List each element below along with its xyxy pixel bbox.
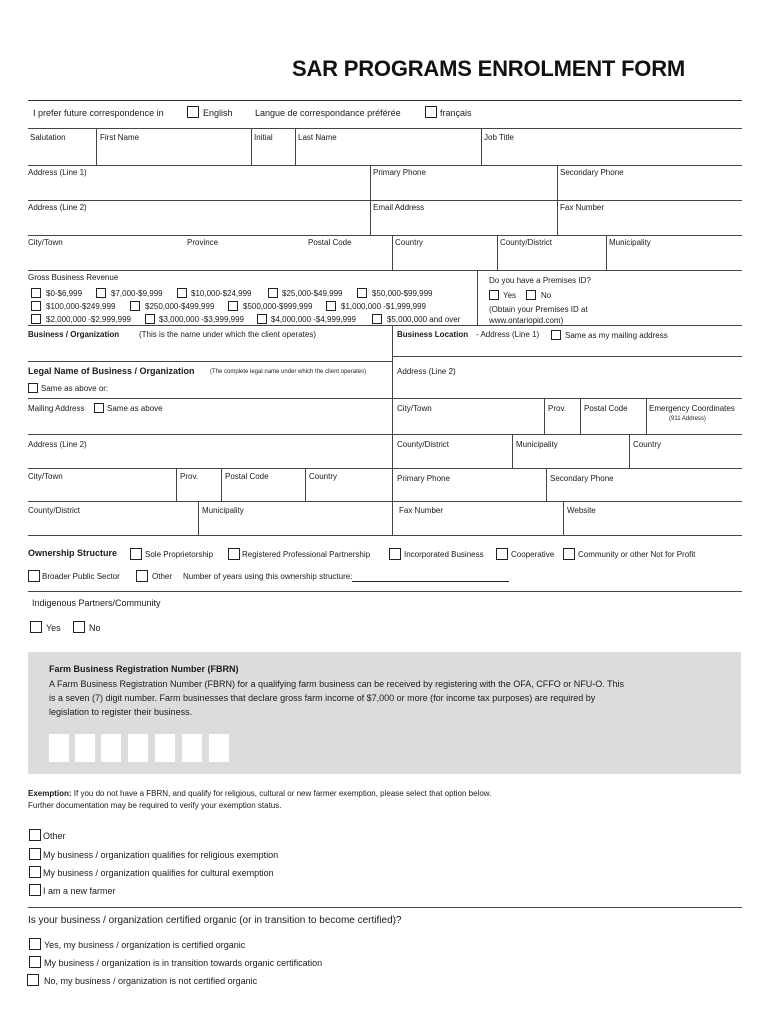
revenue-checkbox[interactable] — [268, 288, 278, 298]
premises-no-label: No — [541, 291, 552, 300]
revenue-option: $25,000-$49,999 — [282, 289, 343, 298]
revenue-checkbox[interactable] — [326, 301, 336, 311]
location-city-label: City/Town — [397, 404, 432, 413]
business-location-label: Business Location — [397, 330, 469, 339]
mailing-postal-label: Postal Code — [225, 472, 269, 481]
exemption-checkbox[interactable] — [29, 866, 41, 878]
organic-checkbox[interactable] — [29, 956, 41, 968]
premises-link[interactable]: www.ontariopid.com) — [489, 316, 564, 325]
business-location-note: - Address (Line 1) — [476, 330, 540, 339]
grid-divider — [392, 235, 393, 270]
organic-checkbox[interactable] — [27, 974, 39, 986]
english-checkbox[interactable] — [187, 106, 199, 118]
grid-line — [28, 361, 393, 362]
indigenous-label: Indigenous Partners/Community — [32, 598, 161, 608]
indigenous-no-checkbox[interactable] — [73, 621, 85, 633]
emergency-label: Emergency Coordinates — [649, 404, 735, 413]
ownership-option: Registered Professional Partnership — [242, 550, 371, 559]
legal-name-label: Legal Name of Business / Organization — [28, 366, 195, 376]
grid-line — [28, 535, 742, 536]
postal-label: Postal Code — [308, 238, 352, 247]
langue-label: Langue de correspondance préférée — [255, 108, 401, 118]
broader-public-checkbox[interactable] — [28, 570, 40, 582]
business-org-note: (This is the name under which the client operates) — [139, 330, 316, 339]
exemption-checkbox[interactable] — [29, 848, 41, 860]
grid-divider — [305, 468, 306, 501]
legal-name-note: (The complete legal name under which the client operates) — [210, 369, 367, 375]
revenue-checkbox[interactable] — [357, 288, 367, 298]
exemption-label: Exemption: — [28, 789, 72, 798]
location-fax-label: Fax Number — [399, 506, 444, 515]
mailing-same-checkbox[interactable] — [94, 403, 104, 413]
grid-divider — [646, 398, 647, 434]
fbrn-text: A Farm Business Registration Number (FBRN) for a qualifying farm business can be received by registering with the OFA, CFFO or NFU-O. This — [49, 679, 625, 689]
last-name-label: Last Name — [298, 133, 337, 142]
premises-question: Do you have a Premises ID? — [489, 276, 591, 285]
revenue-option: $0-$6,999 — [46, 289, 83, 298]
exemption-option: My business / organization qualifies for religious exemption — [43, 850, 279, 860]
ownership-checkbox[interactable] — [496, 548, 508, 560]
indigenous-no-label: No — [89, 623, 101, 633]
grid-line — [28, 165, 742, 166]
revenue-label: Gross Business Revenue — [28, 273, 119, 282]
revenue-checkbox[interactable] — [31, 314, 41, 324]
ownership-option: Sole Proprietorship — [145, 550, 214, 559]
county-label: County/District — [500, 238, 553, 247]
revenue-checkbox[interactable] — [96, 288, 106, 298]
location-website-label: Website — [567, 506, 596, 515]
location-municipality-label: Municipality — [516, 440, 558, 449]
indigenous-yes-label: Yes — [46, 623, 61, 633]
primary-phone-label: Primary Phone — [373, 168, 426, 177]
fax-label: Fax Number — [560, 203, 605, 212]
country-label: Country — [395, 238, 424, 247]
page-title: SAR PROGRAMS ENROLMENT FORM — [292, 56, 686, 81]
title-rule — [28, 100, 742, 101]
grid-line — [28, 398, 742, 399]
grid-divider — [370, 165, 371, 235]
grid-line — [28, 434, 742, 435]
correspondence-label: I prefer future correspondence in — [33, 108, 164, 118]
revenue-checkbox[interactable] — [257, 314, 267, 324]
years-input[interactable] — [352, 581, 509, 582]
grid-line — [28, 270, 742, 271]
ownership-checkbox[interactable] — [389, 548, 401, 560]
mailing-city-label: City/Town — [28, 472, 63, 481]
revenue-checkbox[interactable] — [177, 288, 187, 298]
revenue-checkbox[interactable] — [228, 301, 238, 311]
revenue-checkbox[interactable] — [31, 301, 41, 311]
mailing-prov-label: Prov. — [180, 472, 199, 481]
exemption-option: Other — [43, 831, 66, 841]
grid-line — [28, 235, 742, 236]
mailing-county-label: County/District — [28, 506, 81, 515]
grid-line — [392, 356, 742, 357]
same-as-mailing-checkbox[interactable] — [551, 330, 561, 340]
grid-divider — [497, 235, 498, 270]
ownership-option: Incorporated Business — [404, 550, 484, 559]
fbrn-digit-box[interactable] — [155, 734, 175, 762]
same-as-mailing-label: Same as my mailing address — [565, 331, 668, 340]
years-label: Number of years using this ownership structure: — [183, 572, 353, 581]
same-above-checkbox[interactable] — [28, 383, 38, 393]
grid-line — [28, 591, 742, 592]
location-postal-label: Postal Code — [584, 404, 628, 413]
revenue-option: $2,000,000 -$2,999,999 — [46, 315, 131, 324]
premises-yes-label: Yes — [503, 291, 517, 300]
same-above-label: Same as above or: — [41, 384, 109, 393]
exemption-option: I am a new farmer — [43, 886, 116, 896]
grid-line — [28, 907, 742, 908]
exemption-option: My business / organization qualifies for cultural exemption — [43, 868, 274, 878]
organic-option: Yes, my business / organization is certified organic — [44, 940, 246, 950]
grid-divider — [512, 434, 513, 468]
revenue-checkbox[interactable] — [130, 301, 140, 311]
grid-divider — [198, 501, 199, 535]
grid-line — [28, 325, 742, 326]
grid-divider — [557, 165, 558, 235]
exemption-checkbox[interactable] — [29, 884, 41, 896]
location-primary-phone-label: Primary Phone — [397, 474, 450, 483]
address1-label: Address (Line 1) — [28, 168, 87, 177]
exemption-text: If you do not have a FBRN, and qualify for religious, cultural or new farmer exemption, please select that option below. — [73, 789, 492, 798]
english-label: English — [203, 108, 233, 118]
grid-divider — [606, 235, 607, 270]
location-prov-label: Prov. — [548, 404, 567, 413]
organic-option: My business / organization is in transition towards organic certification — [44, 958, 323, 968]
indigenous-yes-checkbox[interactable] — [30, 621, 42, 633]
grid-divider — [580, 398, 581, 434]
ownership-checkbox[interactable] — [228, 548, 240, 560]
mailing-address-label: Mailing Address — [28, 404, 85, 413]
grid-divider — [176, 468, 177, 501]
fbrn-digit-box[interactable] — [182, 734, 202, 762]
ownership-label: Ownership Structure — [28, 548, 118, 558]
fbrn-digit-box[interactable] — [75, 734, 95, 762]
emergency-note: (911 Address) — [669, 416, 706, 422]
municipality-label: Municipality — [609, 238, 651, 247]
fbrn-digit-box[interactable] — [49, 734, 69, 762]
revenue-option: $4,000,000 -$4,999,999 — [271, 315, 356, 324]
email-label: Email Address — [373, 203, 425, 212]
organic-checkbox[interactable] — [29, 938, 41, 950]
organic-question: Is your business / organization certified organic (or in transition to become certified)? — [28, 915, 402, 926]
revenue-option: $1,000,000 -$1,999,999 — [341, 302, 426, 311]
mailing-same-label: Same as above — [107, 404, 163, 413]
revenue-checkbox[interactable] — [145, 314, 155, 324]
business-org-label: Business / Organization — [28, 330, 120, 339]
city-label: City/Town — [28, 238, 63, 247]
revenue-option: $50,000-$99,999 — [372, 289, 433, 298]
fbrn-digit-box[interactable] — [101, 734, 121, 762]
grid-divider — [546, 468, 547, 501]
francais-label: français — [440, 108, 472, 118]
grid-divider — [477, 270, 478, 325]
revenue-option: $250,000-$499,999 — [145, 302, 215, 311]
location-country-label: Country — [633, 440, 662, 449]
ownership-other-label: Other — [152, 572, 173, 581]
revenue-option: $10,000-$24,999 — [191, 289, 252, 298]
grid-line — [28, 501, 742, 502]
ownership-option: Cooperative — [511, 550, 555, 559]
mailing-municipality-label: Municipality — [202, 506, 244, 515]
secondary-phone-label: Secondary Phone — [560, 168, 624, 177]
address2-label: Address (Line 2) — [28, 203, 87, 212]
mailing-address2-label: Address (Line 2) — [28, 440, 87, 449]
location-address2-label: Address (Line 2) — [397, 367, 456, 376]
location-secondary-phone-label: Secondary Phone — [550, 474, 614, 483]
initial-label: Initial — [254, 133, 273, 142]
province-label: Province — [187, 238, 219, 247]
grid-line — [28, 468, 742, 469]
mailing-country-label: Country — [309, 472, 338, 481]
revenue-checkbox[interactable] — [31, 288, 41, 298]
revenue-option: $100,000-$249,999 — [46, 302, 116, 311]
revenue-option: $500,000-$999,999 — [243, 302, 313, 311]
revenue-option: $3,000,000 -$3,999,999 — [159, 315, 244, 324]
ownership-other-checkbox[interactable] — [136, 570, 148, 582]
revenue-checkbox[interactable] — [372, 314, 382, 324]
fbrn-heading: Farm Business Registration Number (FBRN) — [49, 664, 239, 674]
grid-divider — [563, 501, 564, 535]
contact-name-field[interactable] — [28, 129, 742, 165]
location-county-label: County/District — [397, 440, 450, 449]
ownership-checkbox[interactable] — [130, 548, 142, 560]
ownership-checkbox[interactable] — [563, 548, 575, 560]
revenue-option: $7,000-$9,999 — [111, 289, 163, 298]
premises-note: (Obtain your Premises ID at — [489, 305, 588, 314]
fbrn-text: legislation to register their business. — [49, 707, 193, 717]
grid-divider — [544, 398, 545, 434]
francais-checkbox[interactable] — [425, 106, 437, 118]
fbrn-digit-box[interactable] — [209, 734, 229, 762]
grid-divider — [221, 468, 222, 501]
first-name-label: First Name — [100, 133, 140, 142]
fbrn-text: is a seven (7) digit number. Farm businesses that declare gross farm income of $7,000 or more (for income tax purposes) are required by — [49, 693, 596, 703]
salutation-label: Salutation — [30, 133, 66, 142]
revenue-option: $5,000,000 and over — [387, 315, 461, 324]
ownership-option: Community or other Not for Profit — [578, 550, 696, 559]
broader-public-label: Broader Public Sector — [42, 572, 120, 581]
exemption-checkbox[interactable] — [29, 829, 41, 841]
job-title-label: Job Title — [484, 133, 514, 142]
premises-no-checkbox[interactable] — [526, 290, 536, 300]
organic-option: No, my business / organization is not certified organic — [44, 976, 258, 986]
premises-yes-checkbox[interactable] — [489, 290, 499, 300]
exemption-text: Further documentation may be required to verify your exemption status. — [28, 801, 282, 810]
grid-line — [28, 200, 742, 201]
fbrn-digit-box[interactable] — [128, 734, 148, 762]
grid-divider — [629, 434, 630, 468]
